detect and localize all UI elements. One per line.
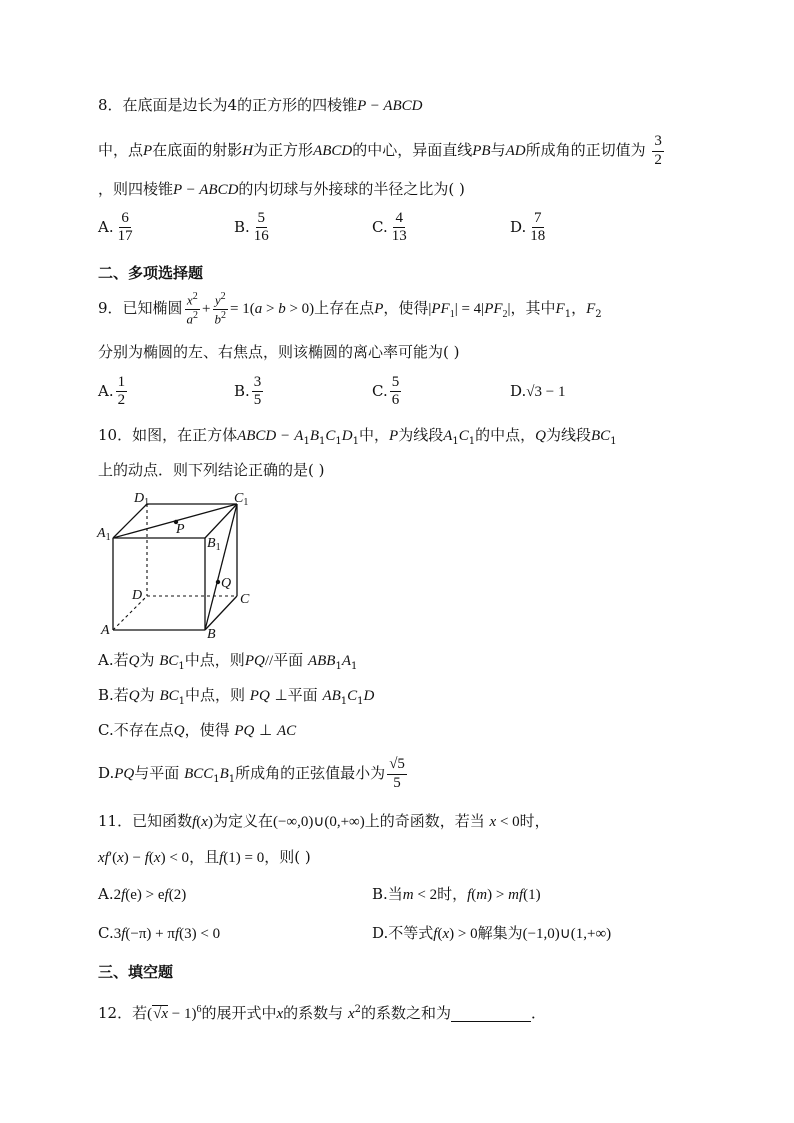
option-text: 时， [437,885,468,903]
q8-text: 在底面的射影 [152,141,243,159]
option-text: C.不存在点 [98,721,174,739]
option-text: 中点，则 [184,651,245,669]
option-text: 为 [139,686,155,704]
frac-num: 3 [252,374,264,392]
frac-num: 5 [256,210,268,228]
option-text: 平面 [273,651,304,669]
q8-text: 为正方形 [253,141,314,159]
q8-var-pb: PB [472,143,491,159]
label-b1: $B_1$ [207,536,221,553]
option-label: D. [510,217,527,236]
label-p: P [176,522,185,537]
q8-text: 与 [490,141,506,159]
q8-line1 [98,98,423,114]
frac-den: 2 [654,151,662,168]
option-fraction [390,374,402,410]
label-a: A [101,623,110,638]
frac-num: 3 [652,133,664,151]
q12-text: 的系数与 [283,1004,344,1022]
q8-text: 的内切球与外接球的半径之比为( ) [238,180,465,198]
ellipse-y-term: $\frac{y^2}{b^2}$ [214,291,227,326]
option-text: A. [98,885,114,903]
frac-den: 5 [393,774,401,791]
q9-line2: 分别为椭圆的左、右焦点，则该椭圆的离心率可能为( ) [98,343,460,361]
q11-text: 时， [519,812,550,830]
option-text: B.当 [372,885,403,903]
option-text: B.若 [98,686,129,704]
option-text: A.若 [98,651,129,669]
q8-var-p: P [143,143,153,159]
option-value: √3 − 1 [526,384,566,400]
q9-option-a[interactable] [98,374,129,410]
q10-line2: 上的动点．则下列结论正确的是( ) [98,461,325,479]
option-fraction [116,374,128,410]
q8-line3 [98,182,465,198]
option-label: A. [98,217,114,236]
option-label: D. [510,382,527,400]
label-q: Q [221,576,232,591]
q9-text: ，使得 [383,299,429,317]
q9-text: 9．已知椭圆 [98,299,183,317]
option-text: 解集为 [477,924,523,942]
q11-text: 上的奇函数，若当 [364,812,485,830]
frac-den: 5 [253,392,262,409]
q12-text: 的展开式中 [201,1004,277,1022]
frac-den: 18 [530,228,546,245]
q8-var-ad: AD [505,143,526,159]
q12-var-x: x [276,1006,284,1022]
q11-option-c[interactable]: C.3f(−π) + πf(3) < 0 [98,924,221,942]
q11-text: ，则( ) [264,848,311,866]
option-label: B. [234,381,250,400]
frac-num: 5 [390,374,402,392]
q8-text: 8．在底面是边长为4的正方形的四棱锥 [98,96,358,114]
q10-text: 10．如图，在正方体 [98,426,238,444]
option-fraction [390,210,409,246]
q10-line1: 10．如图，在正方体ABCD − $A_1B_1C_1D_1$中，P为线段$A_1C_1$的中点，Q为线段$BC_1$ [98,426,617,447]
q11-option-b[interactable]: B.当m < 2时，f(m) > mf(1) [372,885,541,903]
q8-option-b[interactable] [234,210,273,246]
option-text: 为 [139,651,155,669]
q8-line2 [98,132,666,169]
option-text: C. [98,924,114,942]
label-d1: $D_1$ [134,491,150,508]
q9-option-c[interactable] [372,374,403,410]
q11-text: 11．已知函数 [98,812,193,830]
option-label: C. [372,217,388,236]
q10-text: 为线段 [398,426,444,444]
q9-option-b[interactable] [234,374,265,410]
option-fraction [387,756,407,792]
q12-text: 12．若 [98,1004,148,1022]
q11-option-d[interactable]: D.不等式f(x) > 0解集为(−1,0)∪(1,+∞) [372,924,612,942]
q11-option-a[interactable]: A.2f(e) > ef(2) [98,885,187,903]
option-text: 所成角的正弦值最小为 [235,764,386,782]
option-text: 平面 [287,686,318,704]
label-c1: $C_1$ [234,491,249,508]
section-heading: 三、填空题 [98,963,174,981]
q9-line1: 9．已知椭圆 $\frac{x^2}{a^2}$ + $\frac{y^2}{b^2}$ = 1(a > b > 0)上存在点P，使得$|PF_1| = 4|PF_2|$，其中$F_1$，$F_2$ [98,291,602,326]
q8-text: ，则四棱锥 [98,180,174,198]
q8-text: 的中心，异面直线 [352,141,473,159]
frac-den: 13 [391,228,407,245]
cube-figure [90,485,270,645]
q8-option-a[interactable] [98,210,137,246]
option-fraction [116,210,135,246]
q10-option-b[interactable]: B.若Q为 $BC_1$中点，则 PQ ⊥平面 $AB_1C_1D$ [98,686,375,707]
q10-option-c[interactable]: C.不存在点Q，使得 PQ ⊥ AC [98,721,297,739]
option-fraction [252,374,264,410]
frac-num: 1 [116,374,128,392]
q9-text: 上存在点 [314,299,375,317]
label-a1: $A_1$ [97,526,111,543]
option-text: D. [98,764,115,782]
q9-text: ，其中 [510,299,556,317]
q11-line2: xf′(x) − f(x) < 0，且f(1) = 0，则( ) [98,848,311,866]
q8-text: 中，点 [98,141,144,159]
frac-num: 7 [532,210,544,228]
q8-var-h: H [242,143,254,159]
option-text: 中点，则 [184,686,245,704]
q11-line1: 11．已知函数f(x)为定义在(−∞,0)∪(0,+∞)上的奇函数，若当 x < 0时， [98,812,550,830]
option-text: D.不等式 [372,924,434,942]
frac-den: 16 [253,228,269,245]
q12-text: 的系数之和为 [361,1004,452,1022]
q8-option-d[interactable] [510,210,549,246]
q8-math: P − ABCD [173,182,239,198]
option-text: 与平面 [134,764,180,782]
section-heading: 二、多项选择题 [98,264,204,282]
answer-blank[interactable] [451,1007,531,1022]
frac-den: 6 [391,392,400,409]
q10-option-d[interactable]: D.PQ与平面 $BCC_1B_1$所成角的正弦值最小为 $\frac{√5}{5}$ [98,756,405,791]
q12-line: 12．若$(√x - 1)^6$的展开式中x的系数与 $x^2$的系数之和为 ． [98,1004,547,1022]
option-label: A. [98,381,114,400]
q8-option-c[interactable] [372,210,411,246]
q12-text: ． [531,1004,547,1022]
q11-text: ，且 [189,848,220,866]
q10-text: 中， [359,426,390,444]
option-fraction [528,210,547,246]
frac-den: 2 [117,392,126,409]
q8-math: P − ABCD [357,98,423,114]
frac-num: √5 [387,756,407,774]
ellipse-x-term: $\frac{x^2}{a^2}$ [186,291,199,326]
q10-text: 的中点， [475,426,536,444]
q10-text: 为线段 [546,426,592,444]
q8-var-abcd: ABCD [313,143,353,159]
option-text: ，使得 [184,721,230,739]
label-b: B [207,627,216,642]
frac-num: 6 [119,210,131,228]
frac-num: 4 [393,210,405,228]
option-label: C. [372,381,388,400]
q10-option-a[interactable]: A.若Q为 $BC_1$中点，则PQ//平面 $ABB_1A_1$ [98,651,358,672]
q11-text: 为定义在 [212,812,273,830]
point-q [216,580,220,584]
q8-text: 所成角的正切值为 [525,141,646,159]
label-d: D [132,588,143,603]
frac-den: 17 [117,228,133,245]
q8-tan-fraction [652,133,664,169]
option-label: B. [234,217,250,236]
q9-option-d[interactable] [510,384,565,400]
label-c: C [240,592,250,607]
option-fraction [252,210,271,246]
